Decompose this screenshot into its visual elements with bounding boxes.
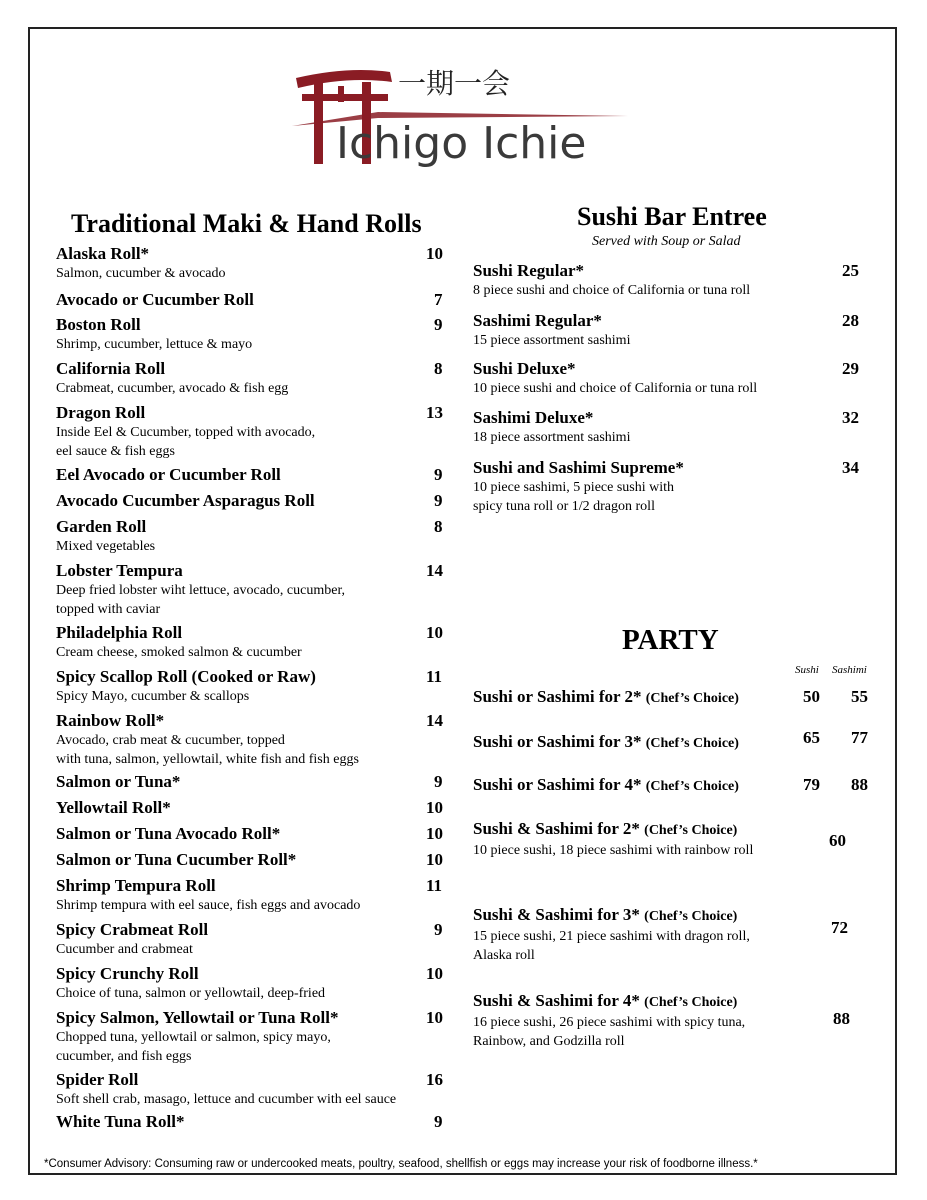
maki-item-desc: Soft shell crab, masago, lettuce and cucumber with eel sauce <box>56 1092 397 1107</box>
chef-choice-note: (Chef’s Choice) <box>644 995 738 1010</box>
party-item-desc: 15 piece sushi, 21 piece sashimi with dragon roll, Alaska roll <box>473 929 750 963</box>
entree-item-price: 32 <box>842 408 859 427</box>
maki-item-desc: Cream cheese, smoked salmon & cucumber <box>56 645 302 660</box>
maki-item-price: 8 <box>434 517 443 536</box>
entree-item-desc: 10 piece sashimi, 5 piece sushi with spicy tuna roll or 1/2 dragon roll <box>473 480 675 514</box>
maki-item-price: 9 <box>434 920 443 939</box>
logo-kanji: 一期一会 <box>398 67 511 100</box>
party-item-name <box>473 732 739 754</box>
maki-item-desc: Shrimp, cucumber, lettuce & mayo <box>56 337 253 352</box>
entree-section-title: Sushi Bar Entree <box>577 202 767 231</box>
maki-item-desc: Cucumber and crabmeat <box>56 942 193 957</box>
party-col-sushi: Sushi <box>795 664 819 676</box>
maki-item-price: 7 <box>434 290 443 309</box>
maki-item-name: Yellowtail Roll* <box>56 798 171 817</box>
maki-item-price: 9 <box>434 772 443 791</box>
maki-item-price: 9 <box>434 1112 443 1131</box>
maki-item <box>56 491 436 511</box>
maki-item-name: Spicy Scallop Roll (Cooked or Raw) <box>56 667 316 686</box>
entree-item-desc: 10 piece sushi and choice of California or tuna roll <box>473 381 758 396</box>
maki-item <box>56 824 436 844</box>
maki-item-name: Rainbow Roll* <box>56 711 165 730</box>
maki-item <box>56 1008 436 1066</box>
entree-subtitle: Served with Soup or Salad <box>592 234 741 249</box>
maki-item-desc: Mixed vegetables <box>56 539 156 554</box>
maki-item-name: Salmon or Tuna Avocado Roll* <box>56 824 281 843</box>
maki-item <box>56 403 436 461</box>
maki-item-price: 9 <box>434 491 443 510</box>
entree-item <box>473 408 813 447</box>
maki-item-price: 9 <box>434 315 443 334</box>
party-item-name <box>473 775 739 797</box>
maki-item <box>56 964 436 1003</box>
entree-item-price: 28 <box>842 311 859 330</box>
maki-item-desc: Crabmeat, cucumber, avocado & fish egg <box>56 381 289 396</box>
maki-item-name: Eel Avocado or Cucumber Roll <box>56 465 281 484</box>
maki-item-desc: Salmon, cucumber & avocado <box>56 266 226 281</box>
party-sashimi-price: 77 <box>851 728 868 747</box>
entree-item-name: Sushi and Sashimi Supreme* <box>473 458 684 477</box>
maki-item <box>56 623 436 662</box>
maki-item-desc: Chopped tuna, yellowtail or salmon, spicy mayo, cucumber, and fish eggs <box>56 1030 331 1064</box>
party-item-desc: 16 piece sushi, 26 piece sashimi with spicy tuna, Rainbow, and Godzilla roll <box>473 1015 746 1049</box>
maki-item-price: 10 <box>426 850 443 869</box>
maki-item-price: 14 <box>426 711 443 730</box>
party-item-title: Sushi or Sashimi for 3* <box>473 732 646 751</box>
maki-item-name: Spider Roll <box>56 1070 139 1089</box>
maki-item-name: Salmon or Tuna* <box>56 772 181 791</box>
party-item-title: Sushi or Sashimi for 4* <box>473 775 646 794</box>
maki-item-price: 10 <box>426 244 443 263</box>
maki-item-price: 9 <box>434 465 443 484</box>
maki-item <box>56 772 436 792</box>
party-item-title: Sushi & Sashimi for 3* <box>473 905 645 924</box>
party-combo-item <box>473 905 803 965</box>
maki-item-name: Shrimp Tempura Roll <box>56 876 216 895</box>
entree-item-desc: 18 piece assortment sashimi <box>473 430 631 445</box>
maki-item <box>56 798 436 818</box>
maki-item <box>56 561 436 619</box>
entree-item <box>473 311 813 350</box>
maki-item-name: Salmon or Tuna Cucumber Roll* <box>56 850 297 869</box>
maki-item <box>56 1070 436 1109</box>
chef-choice-note: (Chef’s Choice) <box>645 691 739 706</box>
party-item-desc: 10 piece sushi, 18 piece sashimi with rainbow roll <box>473 843 754 858</box>
party-item-title: Sushi or Sashimi for 2* <box>473 687 646 706</box>
maki-item-price: 16 <box>426 1070 443 1089</box>
chef-choice-note: (Chef’s Choice) <box>644 823 738 838</box>
consumer-advisory: *Consumer Advisory: Consuming raw or undercooked meats, poultry, seafood, shellfish or eggs may increase your risk of foodborne illness.* <box>44 1158 758 1170</box>
entree-item-price: 34 <box>842 458 859 477</box>
maki-item-name: Boston Roll <box>56 315 141 334</box>
maki-item-desc: Inside Eel & Cucumber, topped with avocado, eel sauce & fish eggs <box>56 425 316 459</box>
party-item-title: Sushi & Sashimi for 2* <box>473 819 645 838</box>
maki-item-price: 10 <box>426 798 443 817</box>
maki-item-name: Spicy Crunchy Roll <box>56 964 199 983</box>
maki-item <box>56 920 436 959</box>
party-combo-item <box>473 991 803 1051</box>
entree-item-desc: 15 piece assortment sashimi <box>473 333 631 348</box>
maki-item-price: 14 <box>426 561 443 580</box>
maki-item <box>56 290 436 310</box>
maki-item <box>56 711 436 769</box>
maki-item <box>56 244 436 283</box>
maki-item-price: 11 <box>426 667 443 686</box>
maki-item <box>56 1112 436 1132</box>
party-item-title: Sushi & Sashimi for 4* <box>473 991 645 1010</box>
party-item-name <box>473 991 803 1013</box>
entree-item-desc: 8 piece sushi and choice of California or tuna roll <box>473 283 751 298</box>
chef-choice-note: (Chef’s Choice) <box>644 909 738 924</box>
restaurant-logo <box>288 60 648 180</box>
maki-item-name: Avocado or Cucumber Roll <box>56 290 254 309</box>
entree-item-price: 25 <box>842 261 859 280</box>
maki-item-price: 10 <box>426 623 443 642</box>
party-combo-price: 60 <box>829 831 846 850</box>
party-sashimi-price: 88 <box>851 775 868 794</box>
maki-item-name: Dragon Roll <box>56 403 146 422</box>
maki-item-name: Alaska Roll* <box>56 244 150 263</box>
maki-item-price: 8 <box>434 359 443 378</box>
entree-item-name: Sushi Deluxe* <box>473 359 576 378</box>
maki-item-desc: Spicy Mayo, cucumber & scallops <box>56 689 250 704</box>
maki-item <box>56 315 436 354</box>
maki-item-name: Spicy Crabmeat Roll <box>56 920 209 939</box>
entree-item <box>473 261 813 300</box>
party-sushi-price: 79 <box>803 775 820 794</box>
party-sashimi-price: 55 <box>851 687 868 706</box>
party-item-name <box>473 819 803 841</box>
chef-choice-note: (Chef’s Choice) <box>645 779 739 794</box>
maki-item <box>56 517 436 556</box>
maki-item-price: 10 <box>426 1008 443 1027</box>
maki-section-title: Traditional Maki & Hand Rolls <box>71 209 422 238</box>
chef-choice-note: (Chef’s Choice) <box>645 736 739 751</box>
maki-item-name: California Roll <box>56 359 166 378</box>
maki-item-price: 10 <box>426 964 443 983</box>
maki-item-price: 10 <box>426 824 443 843</box>
entree-item-name: Sushi Regular* <box>473 261 584 280</box>
maki-item-name: Philadelphia Roll <box>56 623 183 642</box>
maki-item-desc: Deep fried lobster wiht lettuce, avocado, cucumber, topped with caviar <box>56 583 346 617</box>
entree-item-price: 29 <box>842 359 859 378</box>
maki-item-desc: Avocado, crab meat & cucumber, topped with tuna, salmon, yellowtail, white fish and fish eggs <box>56 733 359 767</box>
logo-wordmark: Ichigo Ichie <box>336 118 587 169</box>
maki-item <box>56 850 436 870</box>
party-item-name <box>473 905 803 927</box>
party-combo-item <box>473 819 803 860</box>
maki-item <box>56 465 436 485</box>
party-combo-price: 88 <box>833 1009 850 1028</box>
maki-item-price: 11 <box>426 876 443 895</box>
maki-item-name: Garden Roll <box>56 517 147 536</box>
maki-item-desc: Shrimp tempura with eel sauce, fish eggs and avocado <box>56 898 361 913</box>
entree-item-name: Sashimi Regular* <box>473 311 602 330</box>
maki-item-price: 13 <box>426 403 443 422</box>
party-section-title: PARTY <box>622 624 719 656</box>
entree-item-name: Sashimi Deluxe* <box>473 408 594 427</box>
maki-item-name: Avocado Cucumber Asparagus Roll <box>56 491 315 510</box>
maki-item-name: White Tuna Roll* <box>56 1112 185 1131</box>
party-sushi-price: 50 <box>803 687 820 706</box>
party-sushi-price: 65 <box>803 728 820 747</box>
maki-item <box>56 667 436 706</box>
entree-item <box>473 359 813 398</box>
maki-item-name: Spicy Salmon, Yellowtail or Tuna Roll* <box>56 1008 339 1027</box>
maki-item <box>56 876 436 915</box>
entree-item <box>473 458 813 516</box>
party-item-name <box>473 687 739 709</box>
maki-item-desc: Choice of tuna, salmon or yellowtail, deep-fried <box>56 986 326 1001</box>
party-col-sashimi: Sashimi <box>832 664 867 676</box>
maki-item <box>56 359 436 398</box>
maki-item-name: Lobster Tempura <box>56 561 183 580</box>
party-combo-price: 72 <box>831 918 848 937</box>
